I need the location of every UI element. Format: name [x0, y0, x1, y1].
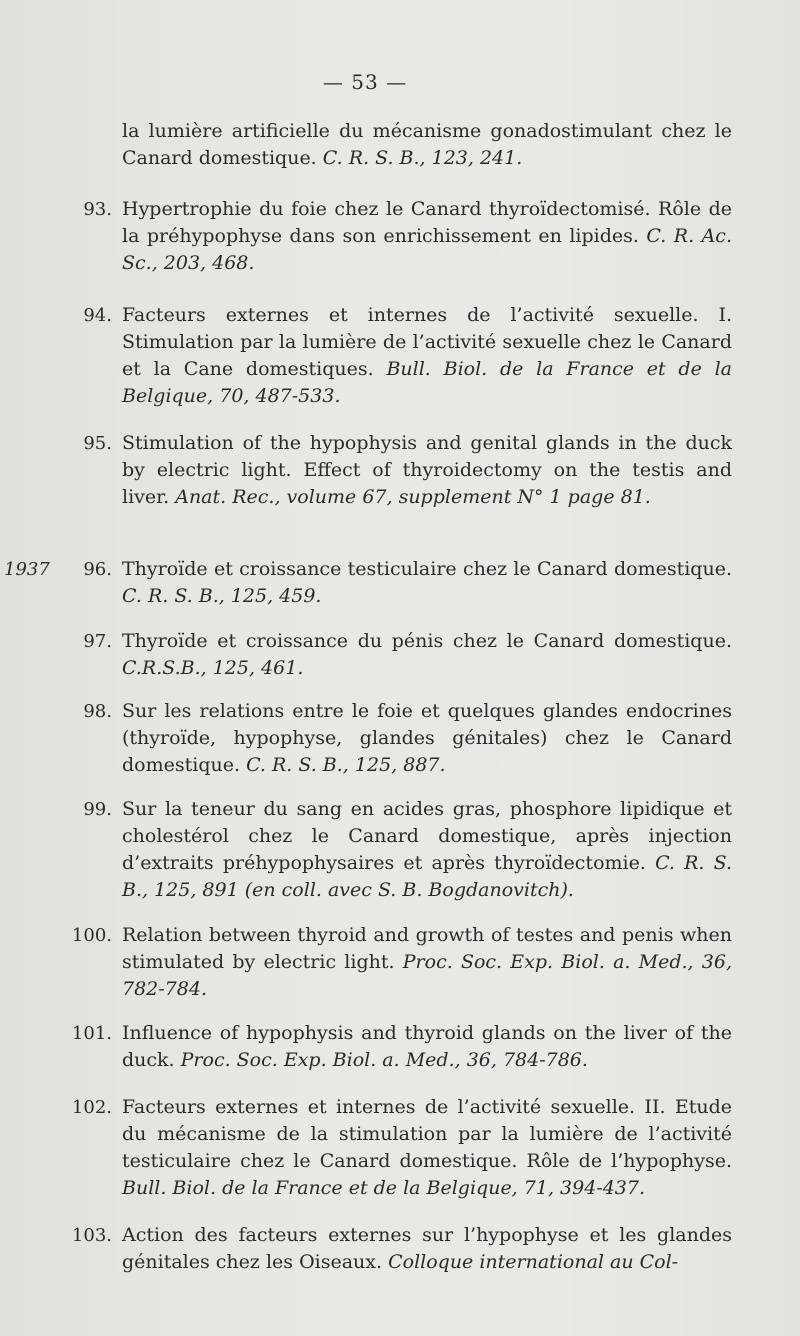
- entry-text: Action des facteurs externes sur l’hypophyse et les glandes génitales chez les Oiseaux.: [122, 1224, 732, 1273]
- entry-number: 100.: [71, 925, 112, 946]
- entry-reference: C. R. S. B., 123, 241.: [322, 147, 523, 169]
- bibliography-entry-95: [83, 430, 732, 511]
- entry-reference: C. R. S. B., 125, 887.: [246, 754, 446, 776]
- entry-reference: Bull. Biol. de la France et de la Belgique, 71, 394-437.: [122, 1177, 646, 1199]
- entry-reference: Proc. Soc. Exp. Biol. a. Med., 36, 782-784.: [122, 951, 733, 1000]
- bibliography-entry-98: [83, 698, 732, 779]
- bibliography-entry-94: [83, 302, 732, 410]
- year-label: 1937: [4, 559, 50, 580]
- entry-text: Sur les relations entre le foie et quelques glandes endocrines (thyroïde, hypophyse, glandes génitales) chez le Canard domestique.: [122, 700, 732, 776]
- entry-text: Stimulation of the hypophysis and genital glands in the duck by electric light. Effect of thyroidectomy on the testis and liver.: [122, 432, 732, 508]
- bibliography-entry-103: [71, 1222, 732, 1276]
- bibliography-entry-102: [71, 1094, 732, 1202]
- continued-entry: [122, 118, 732, 172]
- entry-text: Sur la teneur du sang en acides gras, phosphore lipidique et cholestérol chez le Canard domestique, après injection d’extraits préhypophysaires et après thyroïdectomie.: [122, 798, 732, 874]
- entry-text: la lumière artificielle du mécanisme gonadostimulant chez le Canard domestique.: [122, 120, 732, 169]
- page-number: — 53 —: [322, 70, 408, 94]
- bibliography-entry-97: [83, 628, 732, 682]
- entry-number: 95.: [83, 433, 112, 454]
- bibliography-entry-99: [83, 796, 733, 904]
- entry-text: Thyroïde et croissance du pénis chez le Canard domestique.: [122, 630, 732, 652]
- bibliography-entry-93: [83, 196, 732, 277]
- entry-reference: C. R. Ac. Sc., 203, 468.: [122, 225, 732, 274]
- entry-text: Facteurs externes et internes de l’activité sexuelle. II. Etude du mécanisme de la stimulation par la lumière de l’activité testiculaire chez le Canard domestique. Rôle de l’hypophyse.: [122, 1096, 732, 1172]
- entry-number: 93.: [83, 199, 112, 220]
- entry-text: Relation between thyroid and growth of testes and penis when stimulated by electric light.: [122, 924, 732, 973]
- entry-text: Facteurs externes et internes de l’activité sexuelle. I. Stimulation par la lumière de l’activité sexuelle chez le Canard et la Cane domestiques.: [122, 304, 732, 380]
- entry-number: 94.: [83, 305, 112, 326]
- entry-text: Influence of hypophysis and thyroid glands on the liver of the duck.: [122, 1022, 732, 1071]
- entry-text: Hypertrophie du foie chez le Canard thyroïdectomisé. Rôle de la préhypophyse dans son enrichissement en lipides.: [122, 198, 732, 247]
- bibliography-entry-100: [71, 922, 733, 1003]
- entry-reference: C.R.S.B., 125, 461.: [122, 657, 304, 679]
- entry-reference: C. R. S. B., 125, 459.: [122, 585, 322, 607]
- entry-number: 96.: [83, 559, 112, 580]
- entry-number: 103.: [71, 1225, 112, 1246]
- entry-number: 99.: [83, 799, 112, 820]
- entry-number: 97.: [83, 631, 112, 652]
- entry-number: 102.: [71, 1097, 112, 1118]
- entry-reference: Colloque international au Col-: [388, 1251, 679, 1273]
- entry-number: 98.: [83, 701, 112, 722]
- entry-reference: C. R. S. B., 125, 891 (en coll. avec S. B. Bogdanovitch).: [122, 852, 733, 901]
- entry-reference: Anat. Rec., volume 67, supplement N° 1 page 81.: [175, 486, 651, 508]
- entry-text: Thyroïde et croissance testiculaire chez le Canard domestique.: [122, 558, 732, 580]
- entry-reference: Bull. Biol. de la France et de la Belgique, 70, 487-533.: [122, 358, 732, 407]
- bibliography-entry-101: [71, 1020, 732, 1074]
- entry-reference: Proc. Soc. Exp. Biol. a. Med., 36, 784-786.: [180, 1049, 588, 1071]
- bibliography-entry-96: [4, 556, 732, 610]
- entry-number: 101.: [71, 1023, 112, 1044]
